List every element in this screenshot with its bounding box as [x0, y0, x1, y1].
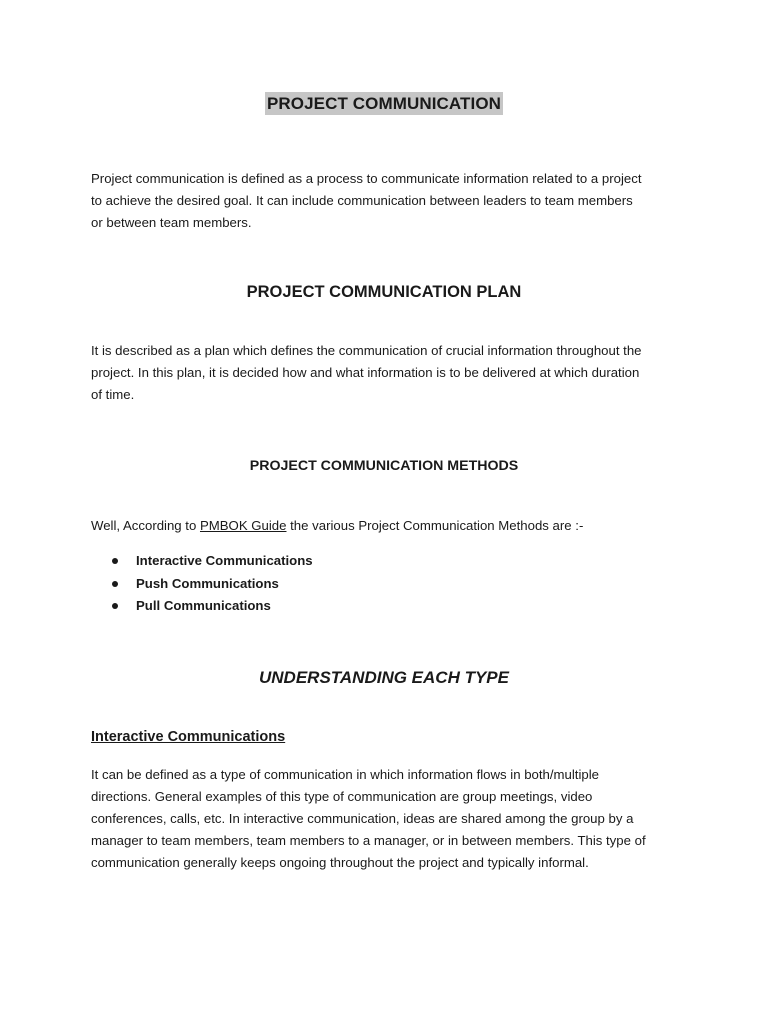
list-item — [108, 573, 313, 596]
list-item-label: Pull Communications — [136, 598, 271, 613]
list-item — [108, 550, 313, 573]
list-item — [108, 595, 313, 618]
intro-line: Project communication is defined as a process to communicate information related to a project — [91, 171, 642, 186]
document-title — [0, 94, 768, 114]
methods-heading: PROJECT COMMUNICATION METHODS — [249, 458, 519, 474]
list-item-label: Push Communications — [136, 575, 279, 591]
pmbok-guide-link[interactable]: PMBOK Guide — [199, 518, 287, 533]
list-item-label: Interactive Communications — [136, 553, 313, 568]
intro-paragraph — [91, 168, 691, 234]
interactive-paragraph — [91, 764, 691, 874]
methods-list — [108, 550, 313, 618]
bullet-icon — [112, 603, 118, 609]
document-title-text: PROJECT COMMUNICATION — [266, 94, 502, 113]
bullet-icon — [112, 581, 118, 587]
understanding-heading: UNDERSTANDING EACH TYPE — [259, 668, 509, 687]
interactive-line: communication generally keeps ongoing throughout the project and typically informal. — [91, 855, 589, 870]
interactive-line: conferences, calls, etc. In interactive communication, ideas are shared among the group by a — [91, 811, 634, 826]
methods-lead-after: the various Project Communication Methods are :- — [286, 518, 584, 533]
plan-line: of time. — [91, 387, 135, 402]
interactive-heading: Interactive Communications — [91, 729, 286, 745]
methods-lead-before: Well, According to — [91, 518, 200, 533]
plan-line: It is described as a plan which defines the communication of crucial information throughout the — [91, 343, 642, 358]
interactive-line: It can be defined as a type of communication in which information flows in both/multiple — [91, 767, 599, 782]
interactive-line: directions. General examples of this type of communication are group meetings, video — [91, 789, 593, 804]
bullet-icon — [112, 558, 118, 564]
plan-paragraph — [91, 340, 691, 406]
plan-heading: PROJECT COMMUNICATION PLAN — [246, 283, 522, 301]
plan-line: project. In this plan, it is decided how and what information is to be delivered at which duration — [91, 365, 640, 380]
intro-line: or between team members. — [91, 215, 252, 230]
interactive-line: manager to team members, team members to a manager, or in between members. This type of — [91, 833, 646, 848]
intro-line: to achieve the desired goal. It can include communication between leaders to team members — [91, 193, 633, 208]
methods-lead — [91, 515, 691, 537]
